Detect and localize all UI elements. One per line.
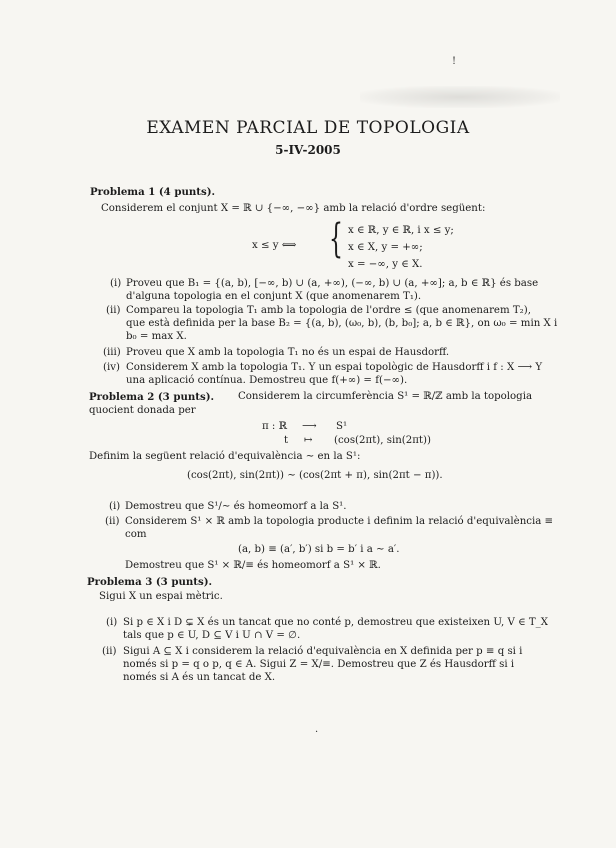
p1-cases-brace: { — [329, 216, 343, 262]
p1-heading: Problema 1 (4 punts). — [90, 186, 216, 198]
p2-heading: Problema 2 (3 punts). — [89, 391, 215, 403]
p2-map-domain: π : ℝ — [262, 421, 288, 432]
p3-i-line1: Si p ∈ X i D ⊊ X és un tancat que no conté p, demostreu que existeixen U, V ∈ T_X — [123, 617, 548, 628]
p2-map-mapsto: ↦ — [304, 435, 313, 446]
p1-case-3: x = −∞, y ∈ X. — [348, 259, 423, 270]
p2-def-line: Definim la següent relació d'equivalència ∼ en la S¹: — [89, 451, 361, 462]
p2-ii-line1: Considerem S¹ × ℝ amb la topologia producte i definim la relació d'equivalència ≡ — [125, 516, 554, 527]
footer-mark: · — [315, 727, 319, 738]
p2-map-arrow: ⟶ — [302, 421, 317, 432]
scan-smudge — [360, 86, 560, 108]
p1-i-line2: d'alguna topologia en el conjunt X (que anomenarem T₁). — [126, 291, 422, 302]
p1-iv-label: (iv) — [103, 362, 120, 373]
p1-relation-lhs: x ≤ y ⟺ — [252, 240, 297, 251]
p3-ii-line2: només si p = q o p, q ∈ A. Sigui Z = X/≡. Demostreu que Z és Hausdorff si i — [123, 659, 515, 670]
p1-iii-line1: Proveu que X amb la topologia T₁ no és un espai de Hausdorff. — [126, 347, 450, 358]
corner-mark: ! — [452, 56, 457, 67]
p2-intro-line2: quocient donada per — [89, 405, 196, 416]
p1-case-2: x ∈ X, y = +∞; — [348, 242, 423, 253]
p2-ii-line3: Demostreu que S¹ × ℝ/≡ és homeomorf a S¹ × ℝ. — [125, 560, 381, 571]
p3-heading: Problema 3 (3 punts). — [87, 576, 213, 588]
p1-ii-line1: Compareu la topologia T₁ amb la topologia de l'ordre ≤ (que anomenarem T₂), — [126, 305, 531, 316]
p2-map-formula: (cos(2πt), sin(2πt)) — [334, 435, 431, 446]
p2-i-label: (i) — [109, 501, 121, 512]
p1-case-1: x ∈ ℝ, y ∈ ℝ, i x ≤ y; — [348, 225, 454, 236]
p3-i-label: (i) — [106, 617, 118, 628]
p2-map-codomain: S¹ — [336, 421, 348, 432]
p3-intro: Sigui X un espai mètric. — [99, 591, 223, 602]
p3-ii-line3: només si A és un tancat de X. — [123, 672, 276, 683]
p3-i-line2: tals que p ∈ U, D ⊆ V i U ∩ V = ∅. — [123, 630, 301, 641]
p1-intro: Considerem el conjunt X = ℝ ∪ {−∞, −∞} amb la relació d'ordre següent: — [101, 203, 486, 214]
p1-ii-line3: b₀ = max X. — [126, 331, 187, 342]
p3-ii-label: (ii) — [102, 646, 117, 657]
p1-iv-line1: Considerem X amb la topologia T₁. Y un espai topològic de Hausdorff i f : X ⟶ Y — [126, 362, 543, 373]
p3-ii-line1: Sigui A ⊆ X i considerem la relació d'equivalència en X definida per p ≡ q si i — [123, 646, 523, 657]
exam-title: EXAMEN PARCIAL DE TOPOLOGIA — [146, 118, 470, 138]
p2-ii-line2: com — [125, 529, 147, 540]
p1-i-line1: Proveu que B₁ = {(a, b), [−∞, b) ∪ (a, +∞), (−∞, b) ∪ (a, +∞]; a, b ∈ ℝ} és base — [126, 278, 539, 289]
p1-ii-label: (ii) — [106, 305, 121, 316]
p2-map-var: t — [284, 435, 289, 446]
exam-date: 5-IV-2005 — [275, 143, 341, 157]
p1-iii-label: (iii) — [103, 347, 121, 358]
p1-ii-line2: que està definida per la base B₂ = {(a, b), (ω₀, b), (b, b₀]; a, b ∈ ℝ}, on ω₀ = min X i — [126, 318, 558, 329]
p2-ii-relation: (a, b) ≡ (a′, b′) si b = b′ i a ∼ a′. — [238, 544, 400, 555]
p2-relation: (cos(2πt), sin(2πt)) ∼ (cos(2πt + π), sin(2πt − π)). — [187, 470, 443, 481]
p2-i-line1: Demostreu que S¹/∼ és homeomorf a la S¹. — [125, 501, 347, 512]
p1-i-label: (i) — [110, 278, 122, 289]
p2-intro: Considerem la circumferència S¹ = ℝ/ℤ amb la topologia — [238, 391, 533, 402]
p1-iv-line2: una aplicació contínua. Demostreu que f(+∞) = f(−∞). — [126, 375, 408, 386]
p2-ii-label: (ii) — [105, 516, 120, 527]
